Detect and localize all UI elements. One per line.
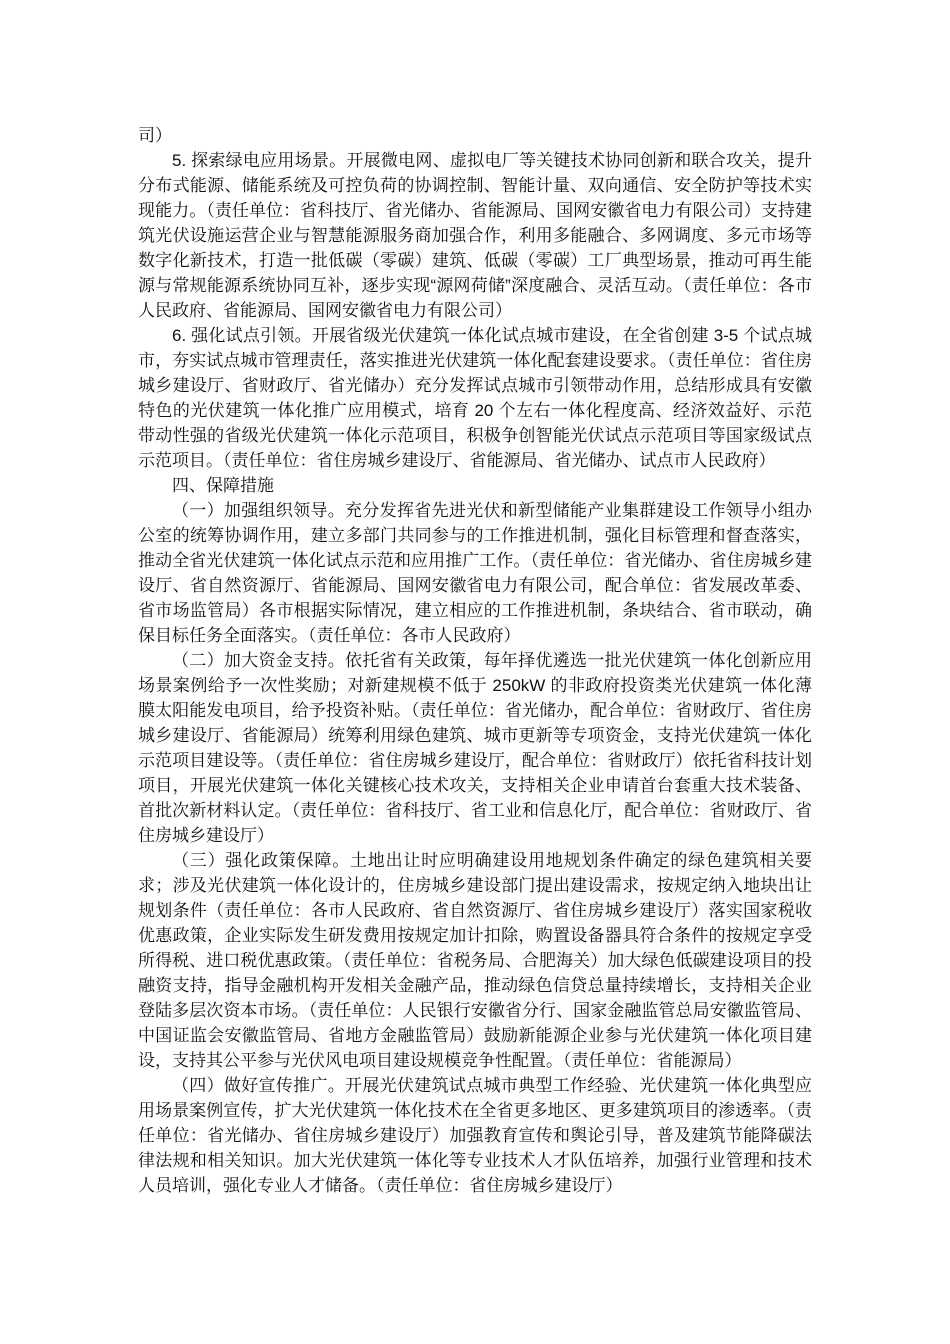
document-text-block [138, 123, 812, 1198]
paragraph-measure-4-publicity-promotion: （四）做好宣传推广。开展光伏建筑试点城市典型工作经验、光伏建筑一体化典型应用场景案例宣传，扩大光伏建筑一体化技术在全省更多地区、更多建筑项目的渗透率。（责任单位：省光储办、省住房城乡建设厅）加强教育宣传和舆论引导，普及建筑节能降碳法律法规和相关知识。加大光伏建筑一体化等专业技术人才队伍培养，加强行业管理和技术人员培训，强化专业人才储备。（责任单位：省住房城乡建设厅） [138, 1076, 812, 1195]
paragraph-measure-2-funding-support: （二）加大资金支持。依托省有关政策，每年择优遴选一批光伏建筑一体化创新应用场景案例给予一次性奖励；对新建规模不低于 250kW 的非政府投资类光伏建筑一体化薄膜太阳能发电项目，给予投资补贴。（责任单位：省光储办，配合单位：省财政厅、省住房城乡建设厅、省能源局）统筹利用绿色建筑、城市更新等专项资金，支持光伏建筑一体化示范项目建设等。（责任单位：省住房城乡建设厅，配合单位：省财政厅）依托省科技计划项目，开展光伏建筑一体化关键核心技术攻关，支持相关企业申请首台套重大技术装备、首批次新材料认定。（责任单位：省科技厅、省工业和信息化厅，配合单位：省财政厅、省住房城乡建设厅） [138, 651, 812, 845]
section-heading-safeguard-measures: 四、保障措施 [172, 476, 274, 495]
paragraph-continuation: 司） [138, 126, 172, 145]
paragraph-item-5-green-power-scenarios: 5. 探索绿电应用场景。开展微电网、虚拟电厂等关键技术协同创新和联合攻关，提升分布式能源、储能系统及可控负荷的协调控制、智能计量、双向通信、安全防护等技术实现能力。（责任单位：省科技厅、省光储办、省能源局、国网安徽省电力有限公司）支持建筑光伏设施运营企业与智慧能源服务商加强合作，利用多能融合、多网调度、多元市场等数字化新技术，打造一批低碳（零碳）建筑、低碳（零碳）工厂典型场景，推动可再生能源与常规能源系统协同互补，逐步实现“源网荷储”深度融合、灵活互动。（责任单位：各市人民政府、省能源局、国网安徽省电力有限公司） [138, 151, 812, 320]
paragraph-measure-3-policy-guarantee: （三）强化政策保障。土地出让时应明确建设用地规划条件确定的绿色建筑相关要求；涉及光伏建筑一体化设计的，住房城乡建设部门提出建设需求，按规定纳入地块出让规划条件（责任单位：各市人民政府、省自然资源厅、省住房城乡建设厅）落实国家税收优惠政策，企业实际发生研发费用按规定加计扣除，购置设备器具符合条件的按规定享受所得税、进口税优惠政策。（责任单位：省税务局、合肥海关）加大绿色低碳建设项目的投融资支持，指导金融机构开发相关金融产品，推动绿色信贷总量持续增长，支持相关企业登陆多层次资本市场。（责任单位：人民银行安徽省分行、国家金融监管总局安徽监管局、中国证监会安徽监管局、省地方金融监管局）鼓励新能源企业参与光伏建筑一体化项目建设，支持其公平参与光伏风电项目建设规模竞争性配置。（责任单位：省能源局） [138, 851, 812, 1070]
paragraph-item-6-pilot-cities: 6. 强化试点引领。开展省级光伏建筑一体化试点城市建设，在全省创建 3-5 个试点城市，夯实试点城市管理责任，落实推进光伏建筑一体化配套建设要求。（责任单位：省住房城乡建设厅、省财政厅、省光储办）充分发挥试点城市引领带动作用，总结形成具有安徽特色的光伏建筑一体化推广应用模式，培育 20 个左右一体化程度高、经济效益好、示范带动性强的省级光伏建筑一体化示范项目，积极争创智能光伏试点示范项目等国家级试点示范项目。（责任单位：省住房城乡建设厅、省能源局、省光储办、试点市人民政府） [138, 326, 812, 470]
paragraph-measure-1-organizational-leadership: （一）加强组织领导。充分发挥省先进光伏和新型储能产业集群建设工作领导小组办公室的统筹协调作用，建立多部门共同参与的工作推进机制，强化目标管理和督查落实，推动全省光伏建筑一体化试点示范和应用推广工作。（责任单位：省光储办、省住房城乡建设厅、省自然资源厅、省能源局、国网安徽省电力有限公司，配合单位：省发展改革委、省市场监管局）各市根据实际情况，建立相应的工作推进机制，条块结合、省市联动，确保目标任务全面落实。（责任单位：各市人民政府） [138, 501, 812, 645]
